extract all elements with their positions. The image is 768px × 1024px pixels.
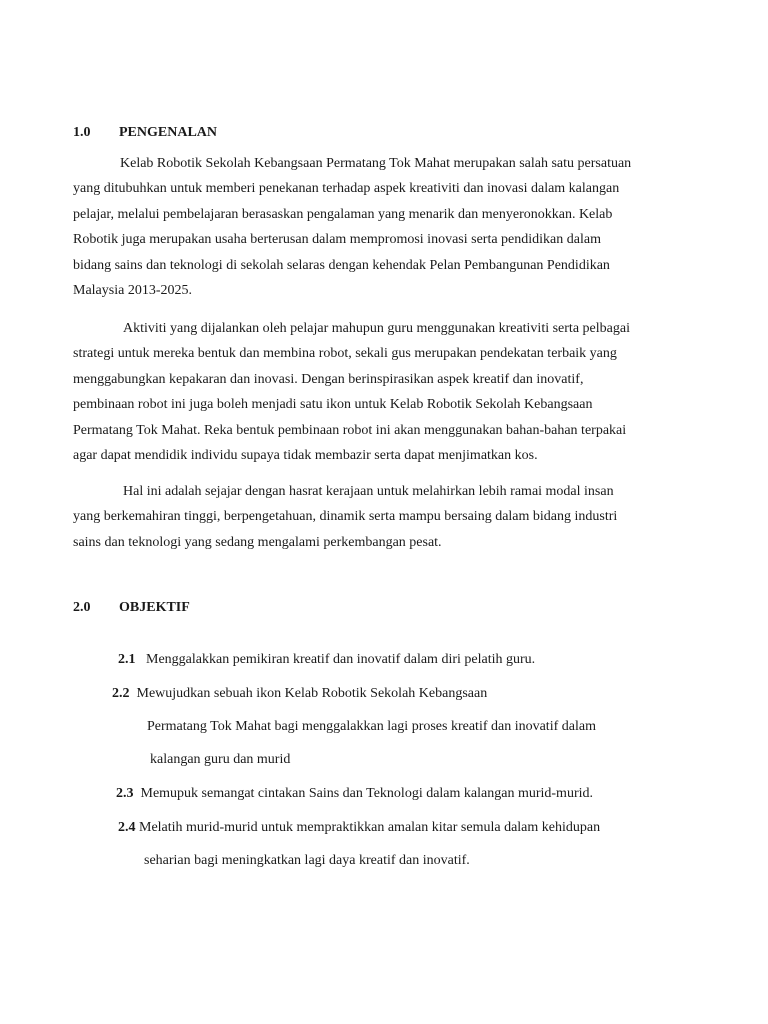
objective-number: 2.1	[118, 652, 136, 667]
objective-text: Memupuk semangat cintakan Sains dan Teknologi dalam kalangan murid-murid.	[140, 786, 593, 801]
section-2-number: 2.0	[73, 600, 91, 615]
objective-item-2-2-line-3: kalangan guru dan murid	[150, 752, 291, 767]
paragraph-line: Permatang Tok Mahat. Reka bentuk pembinaan robot ini akan menggunakan bahan-bahan terpakai	[73, 422, 627, 438]
paragraph-line: yang ditubuhkan untuk memberi penekanan terhadap aspek kreativiti dan inovasi dalam kalangan	[73, 181, 620, 197]
paragraph-line: Aktiviti yang dijalankan oleh pelajar mahupun guru menggunakan kreativiti serta pelbagai	[123, 321, 630, 336]
objective-number: 2.3	[116, 786, 134, 801]
objective-item-2-2-line-2: Permatang Tok Mahat bagi menggalakkan lagi proses kreatif dan inovatif dalam	[147, 719, 596, 734]
objective-item-2-2	[112, 686, 487, 702]
intro-paragraph-1	[73, 151, 693, 303]
objective-text: Melatih murid-murid untuk mempraktikkan amalan kitar semula dalam kehidupan	[139, 820, 601, 835]
paragraph-line: yang berkemahiran tinggi, berpengetahuan, dinamik serta mampu bersaing dalam bidang industri	[73, 509, 618, 525]
objective-item-2-1	[118, 652, 535, 668]
paragraph-line: Malaysia 2013-2025.	[73, 283, 192, 299]
paragraph-line: pembinaan robot ini juga boleh menjadi satu ikon untuk Kelab Robotik Sekolah Kebangsaan	[73, 397, 593, 413]
intro-paragraph-3	[73, 479, 693, 555]
paragraph-line: pelajar, melalui pembelajaran berasaskan pengalaman yang menarik dan menyeronokkan. Kelab	[73, 206, 613, 222]
paragraph-line: Robotik juga merupakan usaha berterusan dalam mempromosi inovasi serta pendidikan dalam	[73, 232, 601, 248]
objective-number: 2.2	[112, 686, 130, 701]
section-2-heading	[73, 600, 190, 616]
objective-number: 2.4	[118, 820, 136, 835]
paragraph-line: Kelab Robotik Sekolah Kebangsaan Permatang Tok Mahat merupakan salah satu persatuan	[120, 156, 632, 171]
paragraph-line: menggabungkan kepakaran dan inovasi. Dengan berinspirasikan aspek kreatif dan inovatif,	[73, 371, 584, 387]
section-1-heading	[73, 125, 217, 141]
section-1-number: 1.0	[73, 125, 91, 140]
paragraph-line: Hal ini adalah sejajar dengan hasrat kerajaan untuk melahirkan lebih ramai modal insan	[123, 484, 614, 499]
objective-item-2-4	[118, 820, 600, 836]
paragraph-line: bidang sains dan teknologi di sekolah selaras dengan kehendak Pelan Pembangunan Pendidikan	[73, 257, 610, 273]
objective-text: Menggalakkan pemikiran kreatif dan inovatif dalam diri pelatih guru.	[146, 652, 536, 667]
paragraph-line: strategi untuk mereka bentuk dan membina robot, sekali gus merupakan pendekatan terbaik yang	[73, 346, 617, 362]
paragraph-line: sains dan teknologi yang sedang mengalami perkembangan pesat.	[73, 534, 442, 550]
objective-item-2-4-line-2: seharian bagi meningkatkan lagi daya kreatif dan inovatif.	[144, 853, 470, 868]
intro-paragraph-2	[73, 316, 693, 468]
section-2-title: OBJEKTIF	[119, 600, 190, 615]
objective-text: Mewujudkan sebuah ikon Kelab Robotik Sekolah Kebangsaan	[136, 686, 488, 701]
section-1-title: PENGENALAN	[119, 125, 218, 140]
paragraph-line: agar dapat mendidik individu supaya tidak membazir serta dapat menjimatkan kos.	[73, 448, 538, 464]
objective-item-2-3	[116, 786, 593, 802]
